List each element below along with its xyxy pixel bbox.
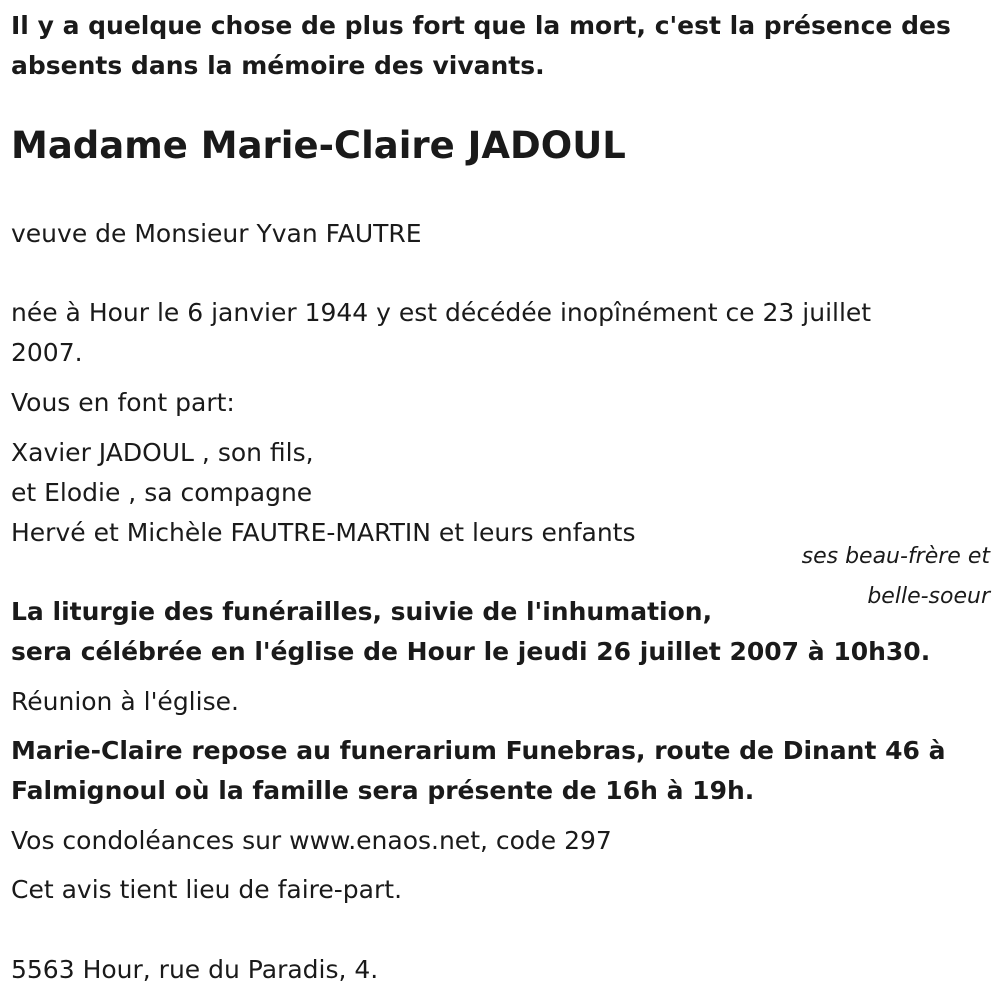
family-line-3: Hervé et Michèle FAUTRE-MARTIN et leurs enfants bbox=[11, 518, 636, 547]
family-relation-line-1: ses beau-frère et bbox=[801, 544, 990, 569]
widow-of: veuve de Monsieur Yvan FAUTRE bbox=[11, 219, 422, 248]
family-line-1: Xavier JADOUL , son fils, bbox=[11, 438, 314, 467]
condolences: Vos condoléances sur www.enaos.net, code 297 bbox=[11, 826, 612, 855]
funeral-line-1: La liturgie des funérailles, suivie de l'inhumation, bbox=[11, 597, 713, 626]
address: 5563 Hour, rue du Paradis, 4. bbox=[11, 955, 379, 984]
funerarium-line-1: Marie-Claire repose au funerarium Funebras, route de Dinant 46 à bbox=[11, 736, 946, 765]
deceased-name: Madame Marie-Claire JADOUL bbox=[11, 124, 626, 167]
quote-line-2: absents dans la mémoire des vivants. bbox=[11, 51, 545, 80]
funeral-line-2: sera célébrée en l'église de Hour le jeudi 26 juillet 2007 à 10h30. bbox=[11, 637, 931, 666]
notice: Cet avis tient lieu de faire-part. bbox=[11, 875, 403, 904]
birth-death-line-2: 2007. bbox=[11, 338, 83, 367]
announce-intro: Vous en font part: bbox=[11, 388, 235, 417]
family-relation-line-2: belle-soeur bbox=[867, 584, 990, 609]
funerarium-line-2: Falmignoul où la famille sera présente de 16h à 19h. bbox=[11, 776, 755, 805]
quote-line-1: Il y a quelque chose de plus fort que la mort, c'est la présence des bbox=[11, 11, 951, 40]
family-line-2: et Elodie , sa compagne bbox=[11, 478, 313, 507]
birth-death-line-1: née à Hour le 6 janvier 1944 y est décédée inopînément ce 23 juillet bbox=[11, 298, 872, 327]
meeting-place: Réunion à l'église. bbox=[11, 687, 239, 716]
